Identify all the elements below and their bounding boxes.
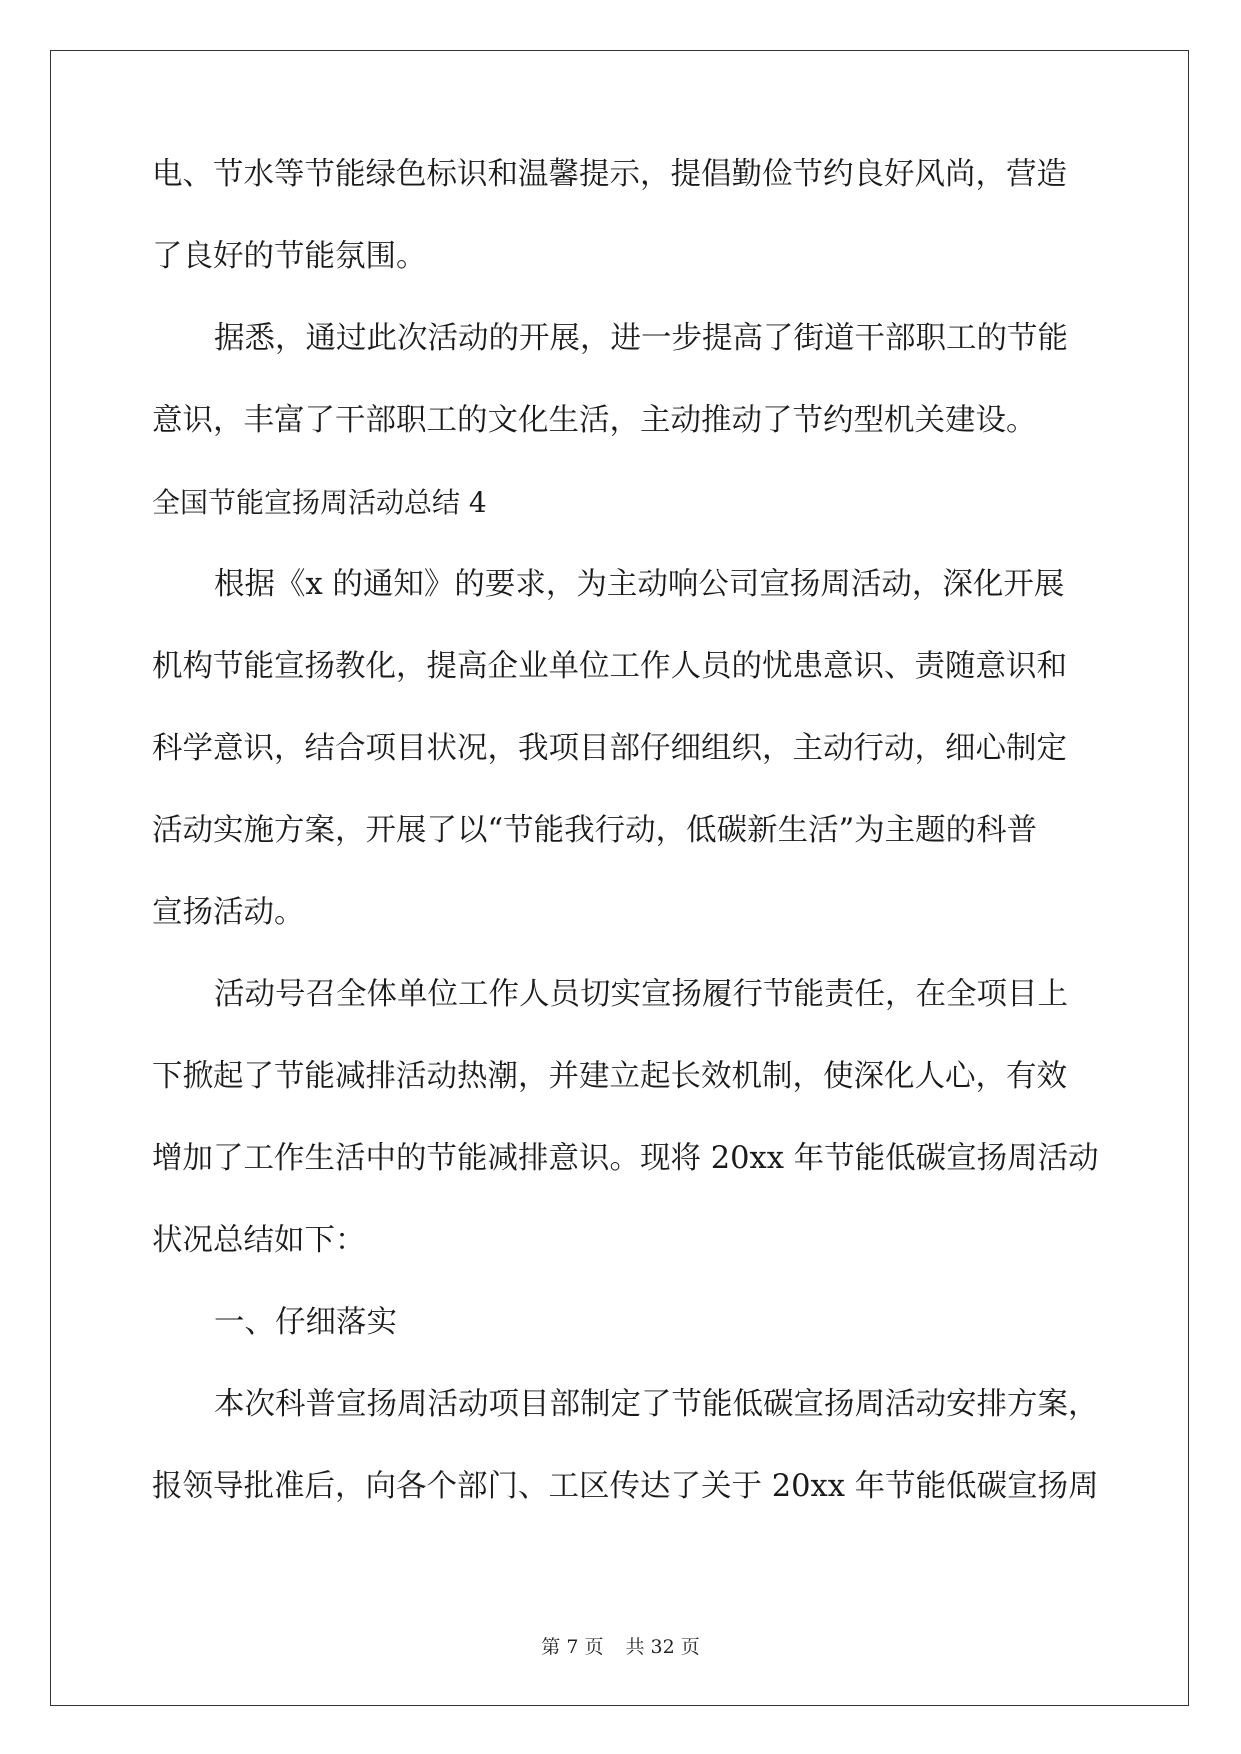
text-line: 科学意识，结合项目状况，我项目部仔细组织，主动行动，细心制定 xyxy=(152,731,1067,766)
text-line: 活动实施方案，开展了以“节能我行动，低碳新生活”为主题的科普 xyxy=(152,813,1038,848)
text-line: 下掀起了节能减排活动热潮，并建立起长效机制，使深化人心，有效 xyxy=(152,1059,1067,1094)
page-number: 第 7 页 xyxy=(541,1636,604,1658)
text-line: 状况总结如下： xyxy=(152,1223,366,1258)
text-line: 增加了工作生活中的节能减排意识。现将 20xx 年节能低碳宣扬周活动 xyxy=(152,1141,1099,1176)
section-heading: 全国节能宣扬周活动总结 4 xyxy=(152,486,487,519)
text-line: 活动号召全体单位工作人员切实宣扬履行节能责任，在全项目上 xyxy=(214,977,1068,1012)
text-line: 宣扬活动。 xyxy=(152,895,305,930)
text-line: 一、仔细落实 xyxy=(214,1305,397,1340)
text-line: 机构节能宣扬教化，提高企业单位工作人员的忧患意识、责随意识和 xyxy=(152,649,1067,684)
text-line: 据悉，通过此次活动的开展，进一步提高了街道干部职工的节能 xyxy=(214,321,1068,356)
document-body xyxy=(152,157,1099,1554)
text-line: 电、节水等节能绿色标识和温馨提示，提倡勤俭节约良好风尚，营造 xyxy=(152,157,1067,192)
page-footer xyxy=(0,1632,1241,1659)
text-line: 意识，丰富了干部职工的文化生活，主动推动了节约型机关建设。 xyxy=(152,403,1037,438)
text-line: 根据《x 的通知》的要求，为主动响公司宣扬周活动，深化开展 xyxy=(214,567,1065,602)
text-line: 本次科普宣扬周活动项目部制定了节能低碳宣扬周活动安排方案， xyxy=(214,1387,1099,1422)
page-total: 共 32 页 xyxy=(625,1636,700,1658)
text-line: 了良好的节能氛围。 xyxy=(152,239,427,274)
text-line: 报领导批准后，向各个部门、工区传达了关于 20xx 年节能低碳宣扬周 xyxy=(152,1469,1099,1504)
